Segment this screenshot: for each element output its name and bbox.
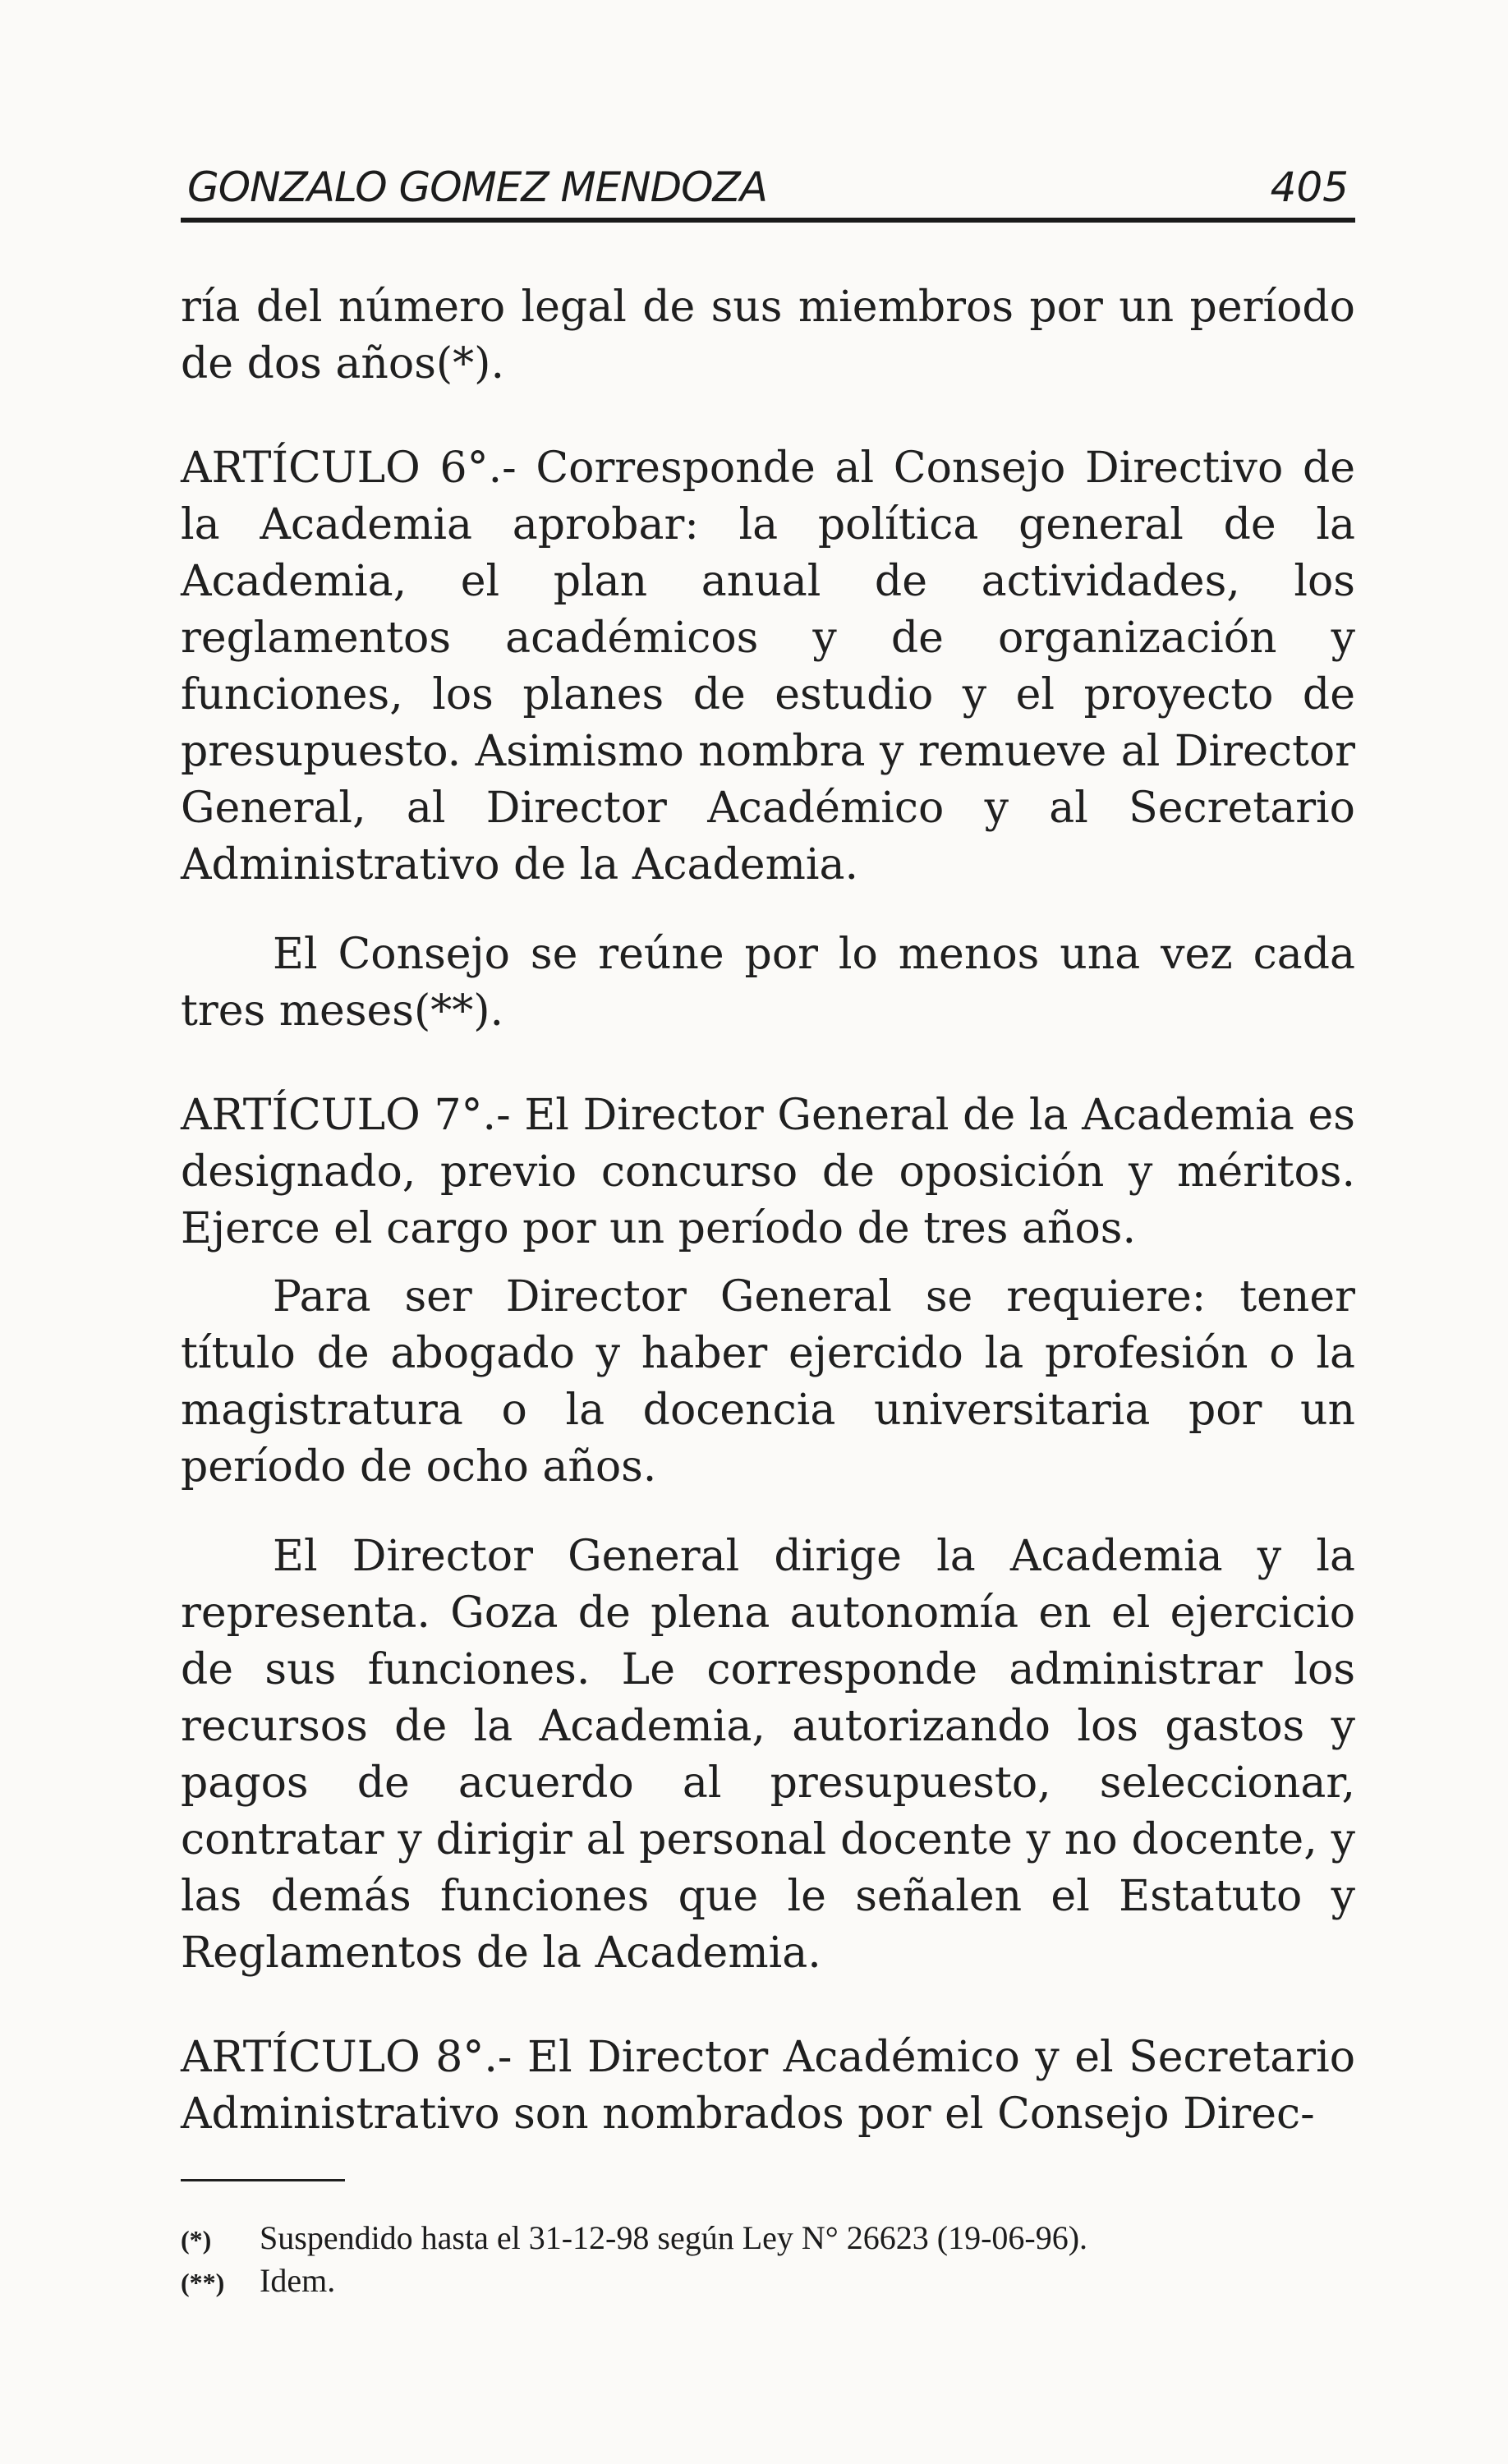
paragraph-text: El Director General de la Academia es designado, previo concurso de oposición y méritos. Ejerce el cargo por un período de tres años. [181,1091,1355,1253]
article-label: ARTÍCULO 7°.- [181,1091,525,1140]
footnote-text: Suspendido hasta el 31-12-98 según Ley N° 26623 (19-06-96). [260,2219,1088,2256]
article-label: ARTÍCULO 6°.- [181,444,536,493]
paragraph-continuation [181,279,1355,393]
paragraph-funciones [181,1529,1355,1982]
footnote-text: Idem. [260,2262,336,2299]
footnote-mark: (**) [181,2268,225,2297]
footnotes [181,2218,1355,2303]
paragraph-text: ría del número legal de sus miembros por un período de dos años(*). [181,283,1355,388]
paragraph-articulo-6 [181,440,1355,894]
header-author: GONZALO GOMEZ MENDOZA [187,163,767,211]
paragraph-text: El Consejo se reúne por lo menos una vez cada tres meses(**). [181,930,1355,1036]
paragraph-text: Para ser Director General se requiere: tener título de abogado y haber ejercido la profesión o la magistratura o la docencia universitaria por un período de ocho años. [181,1272,1355,1492]
paragraph-text: El Director Académico y el Secretario Administrativo son nombrados por el Consejo Direc- [181,2033,1356,2139]
running-header [181,160,1355,223]
paragraph-text: El Director General dirige la Academia y la representa. Goza de plena autonomía en el ejercicio de sus funciones. Le corresponde administrar los recursos de la Academia, autorizando los gastos y pagos de acuerdo al presupuesto, seleccionar, contratar y dirigir al personal docente y no docente, y las demás funciones que le señalen el Estatuto y Reglamentos de la Academia. [181,1532,1355,1978]
paragraph-articulo-7 [181,1087,1355,1257]
body-text [181,279,1355,2143]
paragraph-articulo-8 [181,2030,1355,2143]
footnote [181,2260,1355,2303]
footnote [181,2218,1355,2260]
article-label: ARTÍCULO 8°.- [181,2033,527,2082]
paragraph-consejo [181,926,1355,1040]
footnote-divider [181,2179,345,2181]
footnote-mark: (*) [181,2225,212,2255]
page-number: 405 [1270,163,1349,211]
paragraph-text: Corresponde al Consejo Directivo de la Academia aprobar: la política general de la Academia, el plan anual de actividades, los reglamentos académicos y de organización y funciones, los planes de estudio y el proyecto de presupuesto. Asimismo nombra y remueve al Director General, al Director Académico y al Secretario Administrativo de la Academia. [181,444,1355,890]
paragraph-requisitos [181,1269,1355,1496]
